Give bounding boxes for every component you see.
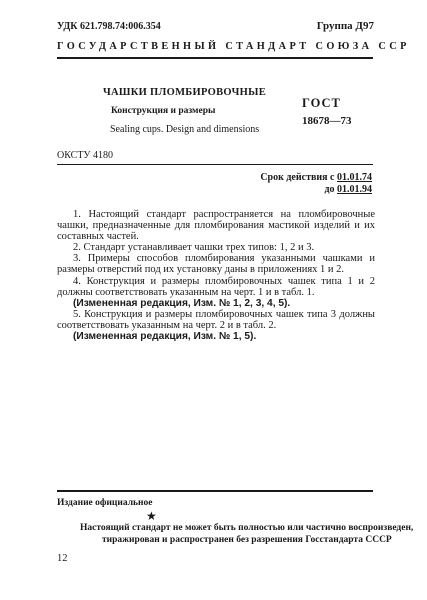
document-body [57,209,375,342]
document-subtitle: Конструкция и размеры [111,106,216,116]
document-title: ЧАШКИ ПЛОМБИРОВОЧНЫЕ [103,87,267,98]
copyright-notice-line-2: тиражирован и распространен без разрешения Госстандарта СССР [102,535,392,545]
paragraph-3: 3. Примеры способов пломбирования указанными чашками и размеры отверстий под их установку даны в приложениях 1 и 2. [57,253,375,276]
validity-start [260,172,372,183]
section-rule [57,164,373,165]
paragraph-1: 1. Настоящий стандарт распространяется на пломбировочные чашки, предназначенные для пломбирования мастикой изделий и их составных частей. [57,209,375,243]
official-edition-label: Издание официальное [57,498,153,508]
page-number: 12 [57,553,68,564]
paragraph-4-edit-note: (Измененная редакция, Изм. № 1, 2, 3, 4, 5). [73,297,291,309]
paragraph-2: 2. Стандарт устанавливает чашки трех типов: 1, 2 и 3. [73,242,315,254]
state-standard-heading: ГОСУДАРСТВЕННЫЙ СТАНДАРТ СОЮЗА ССР [57,41,410,52]
validity-start-date: 01.01.74 [337,172,372,183]
paragraph-5: 5. Конструкция и размеры пломбировочных чашек типа 3 должны соответствовать указанным на черт. 2 и в табл. 2. [57,308,375,331]
star-icon: ★ [146,509,157,523]
validity-end-date: 01.01.94 [337,184,372,195]
paragraph-4: 4. Конструкция и размеры пломбировочных чашек типа 1 и 2 должны соответствовать указанным на черт. 1 и в табл. 1. [57,275,375,298]
validity-end [324,184,372,195]
udk-code: УДК 621.798.74:006.354 [57,21,161,32]
footer-rule [57,490,373,492]
group-code: Группа Д97 [316,20,374,32]
validity-start-label: Срок действия с [260,172,337,183]
copyright-notice-line-1: Настоящий стандарт не может быть полностью или частично воспроизведен, [80,523,414,533]
okstu-code: ОКСТУ 4180 [57,150,114,161]
gost-number: 18678—73 [302,115,352,127]
document-title-english: Sealing cups. Design and dimensions [110,124,260,135]
paragraph-5-edit-note: (Измененная редакция, Изм. № 1, 5). [73,331,257,343]
gost-label: ГОСТ [302,96,341,110]
header-rule [57,57,373,59]
validity-end-label: до [324,184,337,195]
